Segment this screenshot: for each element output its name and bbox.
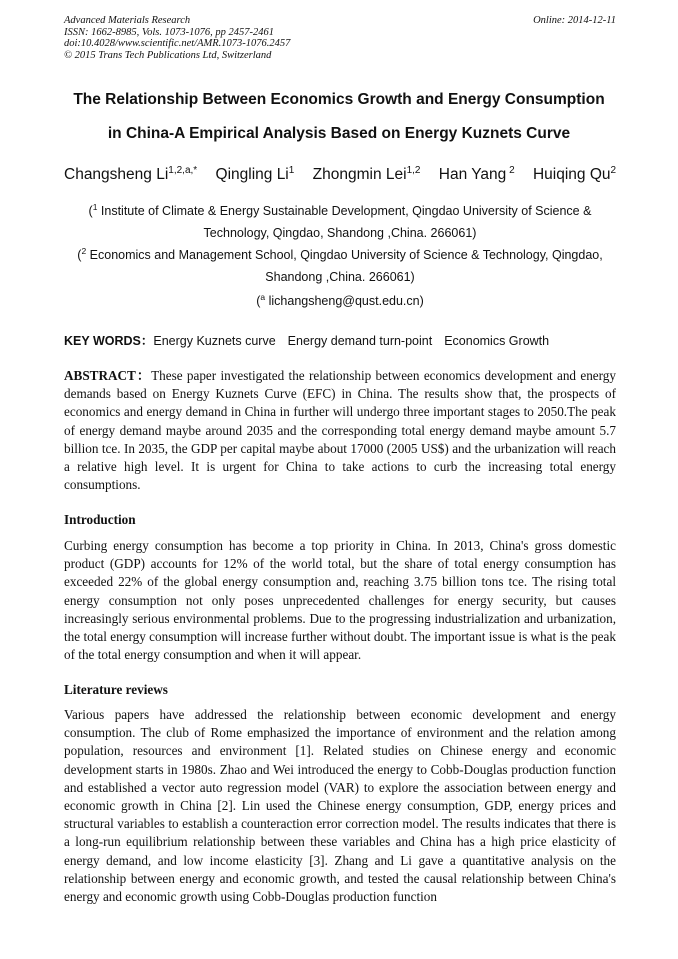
abstract [64,367,616,494]
affiliation-mark: 2 [81,246,87,256]
author [216,166,295,183]
author-affiliation-mark: 1,2,a,* [168,165,198,176]
online-date: Online: 2014-12-11 [533,15,616,26]
issn-line: ISSN: 1662-8985, Vols. 1073-1076, pp 2457-2461 [64,26,274,38]
keywords [64,331,616,349]
literature-paragraph: Various papers have addressed the relationship between economic development and energy consumption. The club of Rome emphasized the importance of environment and the relation among population, resources and environment [1]. Related studies on Chinese energy and economic development starts in 1980s. Zhao and Wei introduced the energy to Cobb-Douglas production function and established a vector auto regression model (VAR) to explore the association between energy and economic growth in China [2]. Lin used the Chinese energy consumption, GDP, energy prices and structural variables to establish a counteraction error correction model. The results indicates that there is a long-run equilibrium relationship between these variables and China has a high price elasticity of energy demand, and low income elasticity [3]. Zhang and Li gave a quantitative analysis on the relationship between energy and economic growth, and tested the causal relationship between China's energy and economic growth using Cobb-Douglas production function [64,707,616,905]
abstract-text: These paper investigated the relationship between economics development and energy demands based on Energy Kuznets Curve (EFC) in China. The results show that, the prospects of economics and energy demand in China in further will undergo three important stages to 2050.The peak of energy demand maybe around 2035 and the corresponding total energy demand maybe amount 5.7 billion tce. In 2035, the GDP per capital maybe about 17000 (2005 US$) and the urbanization will reach a relative high level. It is urgent for China to take actions to curb the increasing total energy consumptions. [64,368,616,493]
keyword: Energy Kuznets curve [153,334,276,348]
introduction-paragraph: Curbing energy consumption has become a top priority in China. In 2013, China's gross domestic product (GDP) accounts for 12% of the world total, but the share of total energy consumption has exceeded 22% of the global energy consumption and, reaching 3.75 billion tons tce. The rising total energy consumption not only poses unprecedented challenges for energy security, but causes increasingly serious environmental problems. Due to the progressing industrialization and urbanization, the total energy consumption will increase further without doubt. The important issue is what is the peak of the total energy consumption and when it will appear. [64,538,616,663]
section-heading-literature: Literature reviews [64,682,168,697]
affiliation-2: ($^2$ Economics and Management School, Qingdao University of Science & Technology, Qingdao, Shandong ,China. 266061) [70,244,610,288]
keyword: Energy demand turn-point [287,334,433,348]
author-name: Changsheng Li [64,166,169,183]
author [313,166,421,183]
author-affiliation-mark: 1,2 [406,165,421,176]
corresponding-email: ($^a$ lichangsheng@qust.edu.cn) [256,292,424,308]
author-name: Huiqing Qu [532,166,611,183]
author-affiliation-mark: 2 [610,165,617,176]
author [64,166,197,183]
author-name: Zhongmin Lei [312,166,407,183]
email-text: lichangsheng@qust.edu.cn) [265,294,424,308]
journal-header [64,15,616,61]
paper-title-line-1: The Relationship Between Economics Growth and Energy Consumption [73,91,605,108]
affiliation-1: ($^1$ Institute of Climate & Energy Sustainable Development, Qingdao University of Science & Technology, Qingdao, Shandong ,China. 266061) [70,200,610,244]
section-heading-introduction: Introduction [64,512,136,527]
affiliation-text: Economics and Management School, Qingdao University of Science & Technology, Qingdao, [86,248,603,262]
email-mark: a [260,292,266,302]
author-list [64,166,616,184]
affiliation-text: Technology, Qingdao, Shandong ,China. 266061) [203,226,477,240]
affiliation-mark: 1 [92,202,98,212]
abstract-label: ABSTRACT： [64,368,152,383]
doi-line: doi:10.4028/www.scientific.net/AMR.1073-1076.2457 [64,38,291,50]
author-affiliation-mark: 2 [506,165,515,176]
keyword: Economics Growth [444,334,550,348]
author-affiliation-mark: 1 [288,165,295,176]
paper-title-line-2: in China-A Empirical Analysis Based on Energy Kuznets Curve [107,125,571,142]
keywords-label: KEY WORDS： [64,334,154,348]
author [439,166,515,183]
author-name: Han Yang [438,166,507,183]
affiliation-text: Institute of Climate & Energy Sustainable Development, Qingdao University of Science & [97,204,592,218]
copyright-line: © 2015 Trans Tech Publications Ltd, Switzerland [64,49,272,61]
author [533,166,616,183]
author-name: Qingling Li [215,166,289,183]
affiliation-text: Shandong ,China. 266061) [265,270,415,284]
journal-name: Advanced Materials Research [64,15,191,26]
